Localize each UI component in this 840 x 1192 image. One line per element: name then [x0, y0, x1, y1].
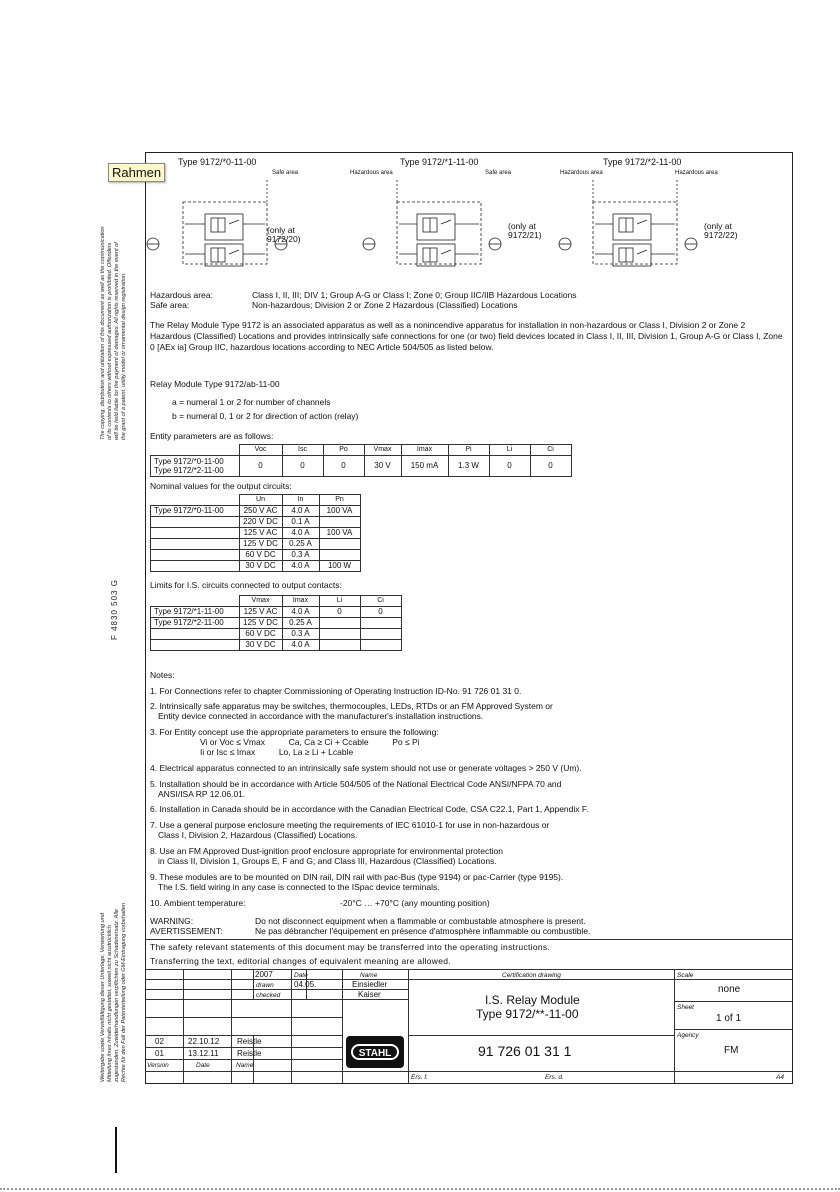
note-10: 10. Ambient temperature:	[150, 898, 246, 908]
limits-caption: Limits for I.S. circuits connected to output contacts:	[150, 580, 342, 590]
note-2b: Entity device connected in accordance with the manufacturer's installation instructions.	[158, 711, 484, 721]
entity-table: Voc Isc Po Vmax Imax Pi Li Ci Type 9172/*0-11-00 Type 9172/*2-11-00 0 0 0 30 V 150 mA 1.3 W 0 0	[150, 444, 572, 477]
note-3-formula-1: Vi or Voc ≤ Vmax Ca, Ca ≥ Ci + Ccable Po ≤ Pi	[200, 737, 420, 747]
rev-01-version: 01	[155, 1049, 164, 1058]
nominal-table: Un In Pn Type 9172/*0-11-00 250 V AC 4.0 A 100 VA 220 V DC 0.1 A 125 V AC 4.0 A 100 VA 125 V DC 0.25 A 60 V DC 0.3 A 30 V DC 4.0 A 100 W	[150, 494, 361, 572]
note-1: 1. For Connections refer to chapter Commissioning of Operating Instruction ID-No. 91 726 01 31 0.	[150, 686, 522, 696]
diagram-2-safe-area: Safe area	[485, 170, 512, 176]
relay-schematic-svg	[145, 180, 793, 280]
note-9b: The I.S. field wiring in any case is connected to the ISpac device terminals.	[158, 882, 440, 892]
note-6: 6. Installation in Canada should be in accordance with the Canadian Electrical Code, CSA C22.1, Part 1, Appendix F.	[150, 804, 589, 814]
rev-02-version: 02	[155, 1037, 164, 1046]
form-number: F 4830 503 G	[110, 579, 119, 640]
diagram-title-2: Type 9172/*1-11-00	[400, 157, 479, 167]
format-label: A4	[776, 1074, 784, 1081]
note-2: 2. Intrinsically safe apparatus may be switches, thermocouples, LEDs, RTDs or an FM Approved System or	[150, 701, 553, 711]
module-title: Relay Module Type 9172/ab-11-00	[150, 379, 280, 389]
notes-title: Notes:	[150, 670, 175, 680]
note-7: 7. Use a general purpose enclosure meeting the requirements of IEC 61010-1 for use in non-hazardous or	[150, 820, 550, 830]
warning-text: Do not disconnect equipment when a flammable or combustable atmosphere is present.	[255, 916, 586, 926]
stahl-logo-text: STAHL	[351, 1044, 399, 1060]
note-8: 8. Use an FM Approved Dust-ignition proof enclosure appropriate for environmental protection	[150, 846, 503, 856]
note-5b: ANSI/ISA RP 12.06.01.	[158, 789, 246, 799]
warning-label: WARNING:	[150, 916, 194, 926]
diagram-1-safe-area: Safe area	[272, 170, 299, 176]
hazardous-area-label: Hazardous area:	[150, 290, 213, 300]
diagram-3-hazardous-area-right: Hazardous area	[675, 170, 718, 176]
rev-01-name: Reistle	[237, 1049, 262, 1058]
sheet-label: Sheet	[677, 1004, 694, 1011]
diagram-title-3: Type 9172/*2-11-00	[603, 157, 682, 167]
module-a: a = numeral 1 or 2 for number of channels	[172, 397, 331, 407]
diagram-3-hazardous-area-left: Hazardous area	[560, 170, 603, 176]
sheet-value: 1 of 1	[716, 1013, 742, 1024]
rev-01-date: 13.12.11	[188, 1049, 219, 1058]
year: 2007	[255, 970, 273, 979]
intro-paragraph: The Relay Module Type 9172 is an associated apparatus as well as a nonincendive apparatus for installation in non-hazardous or Class I, Division 2 or Zone 2 Hazardous (Classified) Locations and provides intrinsically safe connections for one (or two) field devices located in Class I, II, III, Division 1, Group A-G or Class I, Zone 0 [AEx ia] Group IIC, hazardous locations according to NEC Article 504/505 as listed below.	[150, 320, 783, 352]
entity-caption: Entity parameters are as follows:	[150, 431, 274, 441]
certification-label: Certification drawing	[502, 972, 561, 979]
ambient-temperature: -20°C … +70°C (any mounting position)	[340, 898, 490, 908]
rev-name-label: Name	[236, 1062, 254, 1069]
version-label: Version	[147, 1062, 169, 1069]
drawn-label: drawn	[256, 982, 274, 989]
rev-date-label: Date	[196, 1062, 210, 1069]
diagram-3-note: (only at 9172/22)	[704, 221, 738, 240]
document-number: 91 726 01 31 1	[478, 1043, 572, 1059]
limits-table: Vmax Imax Li Ci Type 9172/*1-11-00 125 V AC 4.0 A 0 0 Type 9172/*2-11-00 125 V DC 0.25 A 60 V DC 0.3 A 30 V DC 4.0 A	[150, 595, 402, 651]
scale-value: none	[718, 984, 741, 995]
note-4: 4. Electrical apparatus connected to an intrinsically safe system should not use or generate voltages > 250 V (Um).	[150, 763, 582, 773]
checked-label: checked	[256, 992, 281, 999]
note-5: 5. Installation should be in accordance with Article 504/505 of the National Electrical Code ANSI/NFPA 70 and	[150, 779, 562, 789]
agency-label: Agency	[677, 1032, 699, 1039]
safe-area-label: Safe area:	[150, 300, 190, 310]
copyright-note: The copying, distribution and utilization of this document as well as the communication of its contents to others without expressed authorization is prohibited. Offenders will be held liable for the payment of damages. All rights reserved in the event of the grant of a patent, utility model or ornamental design registration.	[100, 226, 127, 440]
hazardous-area-text: Class I, II, III; DIV 1; Group A-G or Class I; Zone 0; Group IIC/IIB Hazardous Locations	[252, 290, 577, 300]
page-left-bar	[115, 1127, 117, 1173]
avertissement-label: AVERTISSEMENT:	[150, 926, 223, 936]
tooltip: Rahmen	[108, 163, 165, 182]
page-bottom-dashes	[0, 1188, 840, 1190]
safe-area-text: Non-hazardous; Division 2 or Zone 2 Hazardous (Classified) Locations	[252, 300, 518, 310]
note-8b: in Class II, Division 1, Groups E, F and G; and Class III, Hazardous (Classified) Locations.	[158, 856, 497, 866]
avertissement-text: Ne pas débrancher l'équipement en présence d'atmosphère inflammable ou combustible.	[255, 926, 591, 936]
nominal-caption: Nominal values for the output circuits:	[150, 481, 292, 491]
module-b: b = numeral 0, 1 or 2 for direction of action (relay)	[172, 411, 359, 421]
diagram-2-hazardous-area: Hazardous area	[350, 170, 393, 176]
german-copyright-note: Weitergabe sowie Vervielfältigung dieser Unterlage, Verwertung und Mitteilung ihres Inhalts nicht gestattet, soweit nicht ausdrücklich zugestanden. Zuwiderhandlungen verpflichten zu Schadenersatz. Alle Rechte für den Fall der Patenterteilung oder GM-Eintragung vorbehalten	[100, 902, 127, 1082]
diagram-2-note: (only at 9172/21)	[508, 221, 542, 240]
note-9: 9. These modules are to be mounted on DIN rail, DIN rail with pac-Bus (type 9194) or pac-Carrier (type 9195).	[150, 872, 564, 882]
drawn-date: 04.05.	[294, 980, 317, 989]
date-label: Date	[294, 972, 308, 979]
agency-value: FM	[724, 1045, 739, 1056]
rev-02-date: 22.10.12	[188, 1037, 220, 1046]
scale-label: Scale	[677, 972, 694, 979]
title-line-1: I.S. Relay Module	[485, 993, 580, 1007]
ers-d-label: Ers. d.	[545, 1074, 564, 1081]
title-line-2: Type 9172/**-11-00	[476, 1007, 579, 1021]
checked-name: Kaiser	[358, 990, 381, 999]
diagram-title-1: Type 9172/*0-11-00	[178, 157, 257, 167]
name-label: Name	[360, 972, 378, 979]
rev-02-name: Reistle	[237, 1037, 262, 1046]
safety-statement-2: Transferring the text, editorial changes of equivalent meaning are allowed.	[150, 956, 451, 966]
note-7b: Class I, Division 2, Hazardous (Classified) Locations.	[158, 830, 358, 840]
drawn-name: Einsiedler	[352, 980, 388, 989]
note-3-formula-2: Ii or Isc ≤ Imax Lo, La ≥ Li + Lcable	[200, 747, 354, 757]
diagram-1-note: (only at 9172/20)	[267, 225, 301, 244]
ers-f-label: Ers. f.	[411, 1074, 428, 1081]
note-3: 3. For Entity concept use the appropriate parameters to ensure the following:	[150, 727, 439, 737]
safety-statement-1: The safety relevant statements of this document may be transferred into the operating instructions.	[150, 942, 551, 952]
